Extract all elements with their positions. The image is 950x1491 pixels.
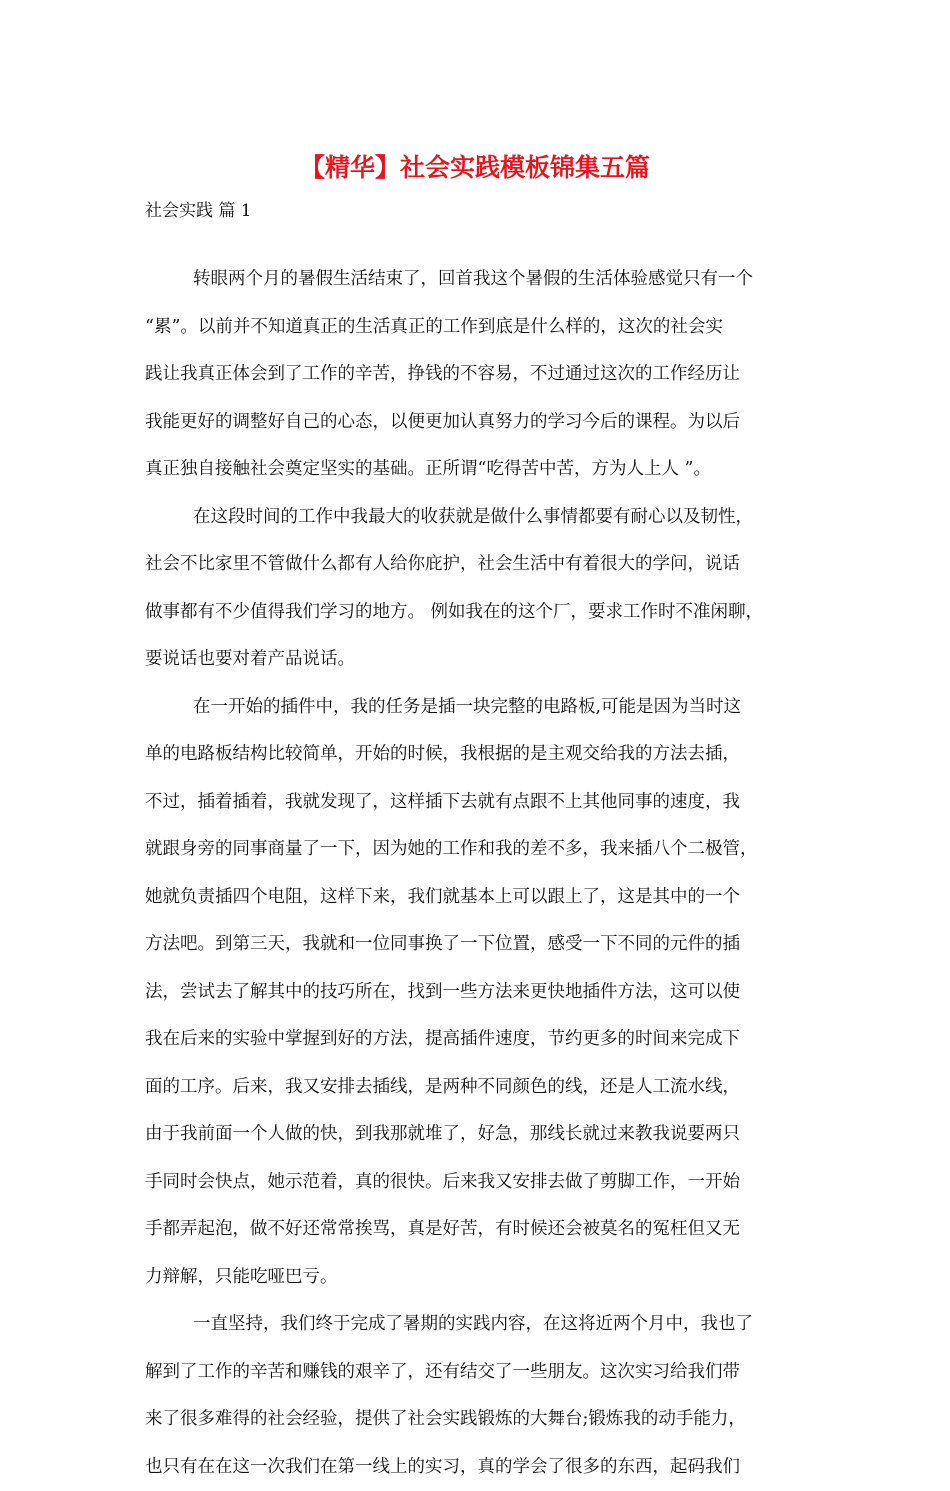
- paragraph-line: 法，尝试去了解其中的技巧所在，找到一些方法来更快地插件方法，这可以使: [145, 969, 817, 1017]
- paragraph-line: 转眼两个月的暑假生活结束了，回首我这个暑假的生活体验感觉只有一个: [145, 256, 817, 304]
- paragraph-line: 方法吧。到第三天，我就和一位同事换了一下位置，感受一下不同的元件的插: [145, 921, 817, 969]
- paragraph-line: 要说话也要对着产品说话。: [145, 636, 817, 684]
- paragraph-line: 在这段时间的工作中我最大的收获就是做什么事情都要有耐心以及韧性，: [145, 494, 817, 542]
- paragraph-line: 践让我真正体会到了工作的辛苦，挣钱的不容易，不过通过这次的工作经历让: [145, 351, 817, 399]
- paragraph-line: 社会不比家里不管做什么都有人给你庇护，社会生活中有着很大的学问，说话: [145, 541, 817, 589]
- paragraph-line: 手同时会快点，她示范着，真的很快。后来我又安排去做了剪脚工作，一开始: [145, 1159, 817, 1207]
- paragraph: [145, 256, 817, 494]
- paragraph-line: 我能更好的调整好自己的心态，以便更加认真努力的学习今后的课程。为以后: [145, 399, 817, 447]
- paragraph-line: 真正独自接触社会奠定坚实的基础。正所谓“吃得苦中苦，方为人上人 ”。: [145, 446, 817, 494]
- paragraph-line: 力辩解，只能吃哑巴亏。: [145, 1254, 817, 1302]
- paragraph-line: 就跟身旁的同事商量了一下，因为她的工作和我的差不多，我来插八个二极管，: [145, 826, 817, 874]
- paragraph-line: 她就负责插四个电阻，这样下来，我们就基本上可以跟上了，这是其中的一个: [145, 874, 817, 922]
- paragraph-line: 一直坚持，我们终于完成了暑期的实践内容，在这将近两个月中，我也了: [145, 1301, 817, 1349]
- paragraph-line: 我在后来的实验中掌握到好的方法，提高插件速度，节约更多的时间来完成下: [145, 1016, 817, 1064]
- paragraph-line: 解到了工作的辛苦和赚钱的艰辛了，还有结交了一些朋友。这次实习给我们带: [145, 1349, 817, 1397]
- paragraph-line: 也只有在在这一次我们在第一线上的实习，真的学会了很多的东西，起码我们: [145, 1444, 817, 1491]
- paragraph-line: 不过，插着插着，我就发现了，这样插下去就有点跟不上其他同事的速度，我: [145, 779, 817, 827]
- paragraph-line: 由于我前面一个人做的快，到我那就堆了，好急，那线长就过来教我说要两只: [145, 1111, 817, 1159]
- paragraph-line: 在一开始的插件中，我的任务是插一块完整的电路板,可能是因为当时这: [145, 684, 817, 732]
- paragraph-line: 面的工序。后来，我又安排去插线，是两种不同颜色的线，还是人工流水线，: [145, 1064, 817, 1112]
- paragraph-line: “累”。以前并不知道真正的生活真正的工作到底是什么样的，这次的社会实: [145, 304, 817, 352]
- paragraph-line: 手都弄起泡，做不好还常常挨骂，真是好苦，有时候还会被莫名的冤枉但又无: [145, 1206, 817, 1254]
- paragraph: [145, 494, 817, 684]
- document-body: [145, 256, 817, 1491]
- paragraph-line: 来了很多难得的社会经验，提供了社会实践锻炼的大舞台;锻炼我的动手能力，: [145, 1396, 817, 1444]
- paragraph: [145, 684, 817, 1302]
- paragraph-line: 做事都有不少值得我们学习的地方。 例如我在的这个厂，要求工作时不准闲聊，: [145, 589, 817, 637]
- paragraph-line: 单的电路板结构比较简单，开始的时候，我根据的是主观交给我的方法去插，: [145, 731, 817, 779]
- paragraph: [145, 1301, 817, 1491]
- document-title: 【精华】社会实践模板锦集五篇: [0, 150, 950, 186]
- section-heading: 社会实践 篇 1: [145, 198, 252, 224]
